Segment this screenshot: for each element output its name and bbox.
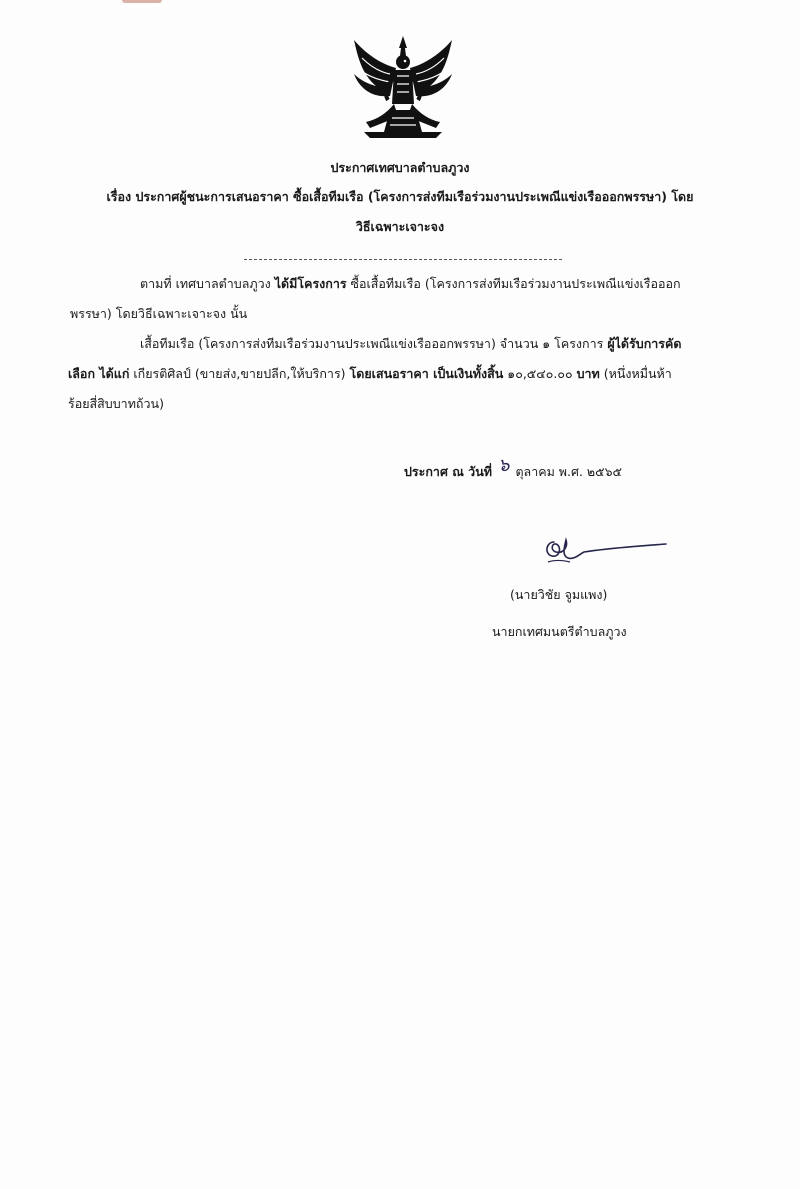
subject-line-1: เรื่อง ประกาศผู้ชนะการเสนอราคา ซื้อเสื้อทีมเรือ (โครงการส่งทีมเรือร่วมงานประเพณีแข่งเรือออกพรรษา) โดย (106, 189, 694, 204)
p1-text-c: ซื้อเสื้อทีมเรือ (โครงการส่งทีมเรือร่วมงานประเพณีแข่งเรือออก (346, 276, 681, 291)
subject-line-2: วิธีเฉพาะเจาะจง (355, 219, 445, 234)
p2-text-selected: ผู้ได้รับการคัด (607, 336, 682, 351)
announce-date (404, 455, 622, 484)
paragraph-1-line-1 (140, 274, 681, 294)
divider-line (244, 259, 562, 260)
p2-text-amount: ๑๐,๕๔๐.๐๐ (503, 366, 577, 381)
p2-text-amount-words: (หนึ่งหมื่นห้า (599, 366, 672, 381)
p2-text-total-label: โดยเสนอราคา เป็นเงินทั้งสิ้น (349, 366, 504, 381)
paragraph-2-line-1 (140, 334, 681, 354)
p1-text-project: ได้มีโครงการ (274, 276, 347, 291)
garuda-emblem-icon (350, 34, 456, 144)
scan-edge-mark (122, 0, 162, 3)
p2-text-winner-label: เลือก ได้แก่ (68, 366, 130, 381)
date-month-year: ตุลาคม พ.ศ. ๒๕๖๕ (515, 464, 622, 479)
p1-text-a: ตามที่ เทศบาลตำบลภูวง (140, 276, 275, 291)
p2-text-vendor: เกียรติศิลป์ (ขายส่ง,ขายปลีก,ให้บริการ) (129, 366, 350, 381)
org-title: ประกาศเทศบาลตำบลภูวง (330, 160, 470, 175)
paragraph-1-line-2: พรรษา) โดยวิธีเฉพาะเจาะจง นั้น (70, 306, 248, 321)
date-day-handwritten: ๖ (498, 455, 510, 476)
p2-text-baht: บาท (576, 366, 600, 381)
signer-position: นายกเทศมนตรีตำบลภูวง (492, 624, 627, 639)
p2-text-a: เสื้อทีมเรือ (โครงการส่งทีมเรือร่วมงานประเพณีแข่งเรือออกพรรษา) จำนวน ๑ โครงการ (140, 336, 608, 351)
date-prefix: ประกาศ ณ วันที่ (404, 464, 492, 479)
paragraph-2-line-2 (68, 364, 672, 384)
signature-mark (540, 532, 670, 572)
signer-name: (นายวิชัย จูมแพง) (510, 587, 608, 602)
paragraph-2-line-3: ร้อยสี่สิบบาทถ้วน) (68, 396, 164, 411)
